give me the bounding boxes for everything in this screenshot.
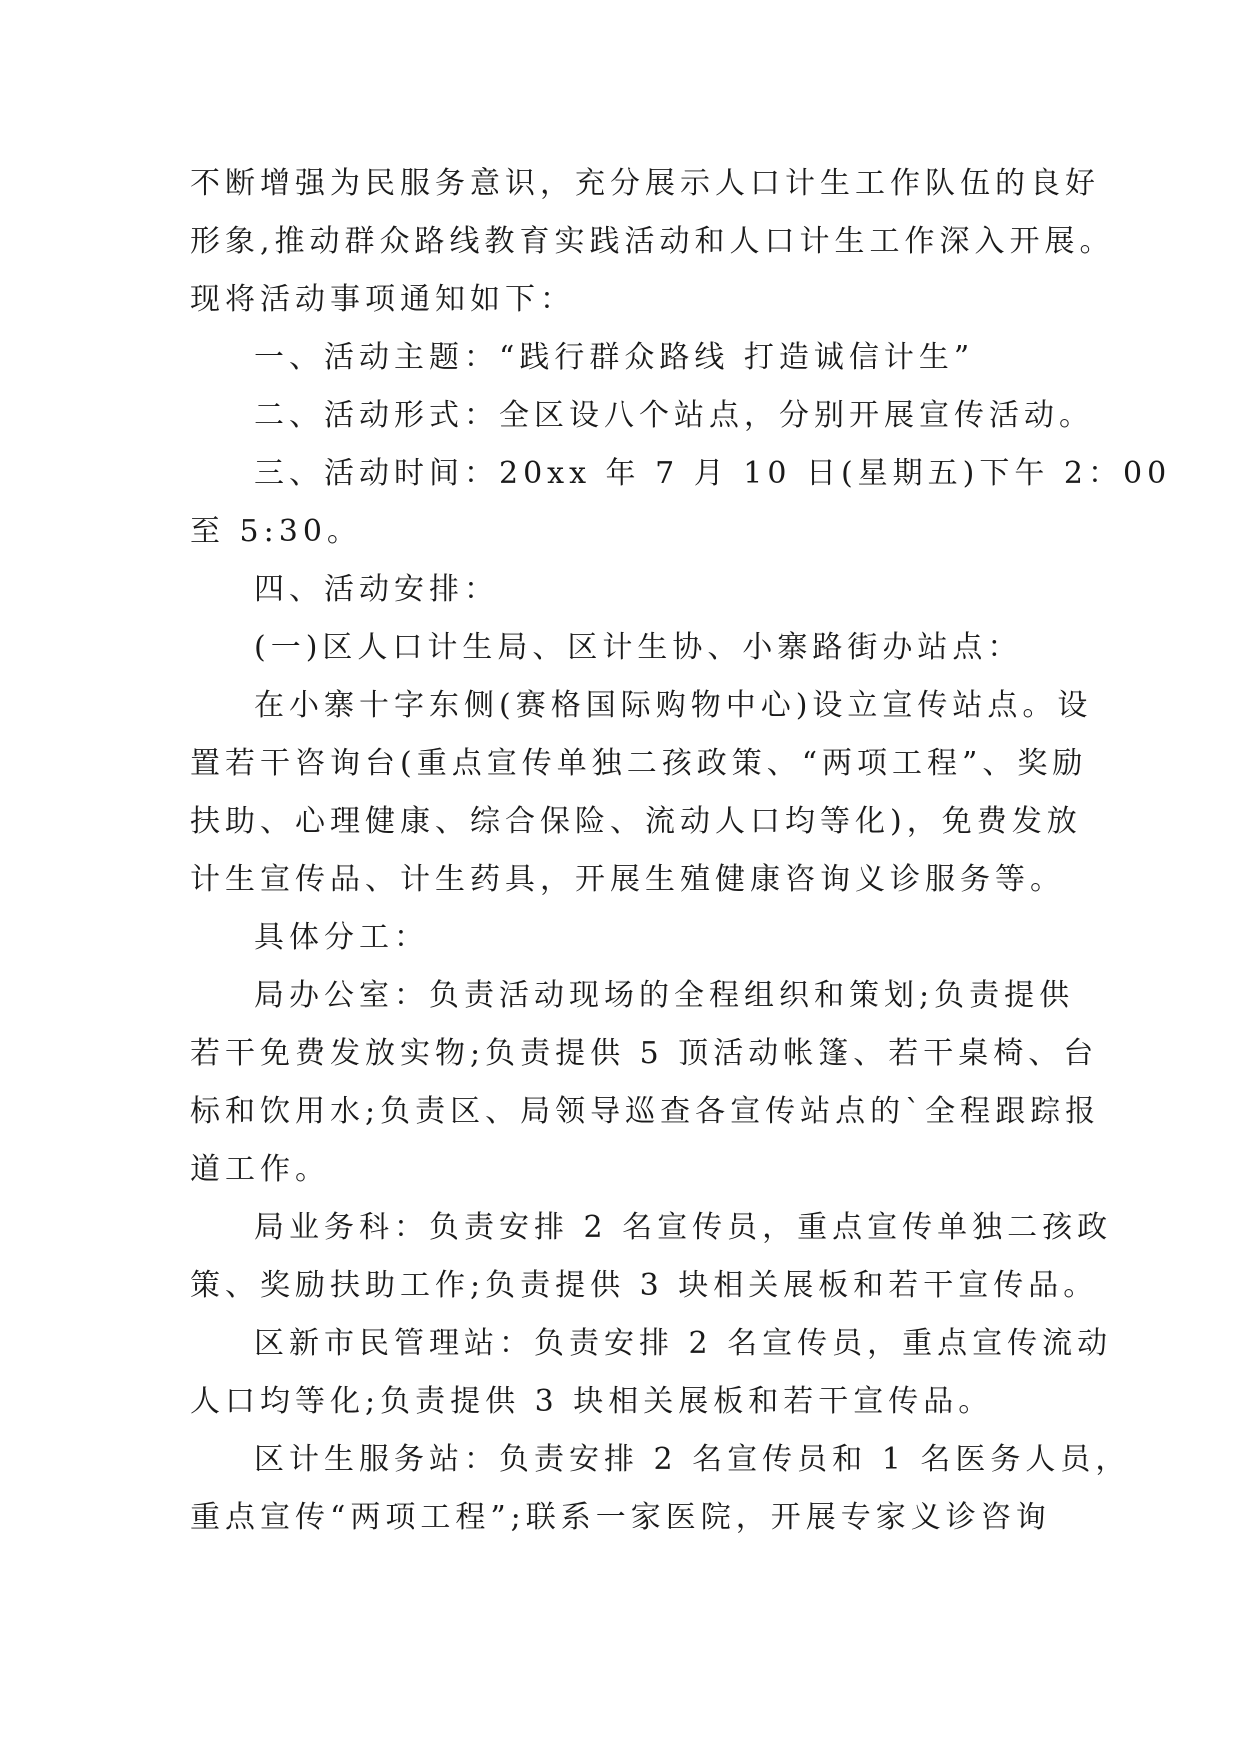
- paragraph-line: 计生宣传品、计生药具，开展生殖健康咨询义诊服务等。: [190, 862, 1065, 897]
- paragraph-line: 至 5:30。: [190, 514, 362, 549]
- paragraph-line: 现将活动事项通知如下：: [190, 282, 575, 317]
- paragraph-line: 置若干咨询台(重点宣传单独二孩政策、“两项工程”、奖励: [190, 746, 1088, 781]
- section-heading-theme: 一、活动主题：“践行群众路线 打造诚信计生”: [254, 340, 975, 375]
- section-heading-form: 二、活动形式：全区设八个站点，分别开展宣传活动。: [254, 398, 1094, 433]
- paragraph-line: 重点宣传“两项工程”;联系一家医院，开展专家义诊咨询: [190, 1500, 1051, 1535]
- paragraph-line: 扶助、心理健康、综合保险、流动人口均等化)，免费发放: [190, 804, 1082, 839]
- document-body: [190, 155, 1172, 1547]
- paragraph-line: 区计生服务站：负责安排 2 名宣传员和 1 名医务人员，: [254, 1442, 1131, 1477]
- paragraph-line: 道工作。: [190, 1152, 330, 1187]
- paragraph-line: 形象,推动群众路线教育实践活动和人口计生工作深入开展。: [190, 224, 1115, 259]
- section-heading-time: 三、活动时间：20xx 年 7 月 10 日(星期五)下午 2：00: [254, 456, 1172, 491]
- paragraph-line: 策、奖励扶助工作;负责提供 3 块相关展板和若干宣传品。: [190, 1268, 1099, 1303]
- section-heading-arrangement: 四、活动安排：: [254, 572, 499, 607]
- subsection-heading: (一)区人口计生局、区计生协、小寨路街办站点：: [254, 630, 1023, 665]
- paragraph-line: 人口均等化;负责提供 3 块相关展板和若干宣传品。: [190, 1384, 994, 1419]
- paragraph-line: 不断增强为民服务意识，充分展示人口计生工作队伍的良好: [190, 166, 1100, 201]
- paragraph-line: 区新市民管理站：负责安排 2 名宣传员，重点宣传流动: [254, 1326, 1113, 1361]
- paragraph-line: 在小寨十字东侧(赛格国际购物中心)设立宣传站点。设: [254, 688, 1093, 723]
- paragraph-line: 局办公室：负责活动现场的全程组织和策划;负责提供: [254, 978, 1075, 1013]
- paragraph-line: 标和饮用水;负责区、局领导巡查各宣传站点的`全程跟踪报: [190, 1094, 1101, 1129]
- paragraph-line: 局业务科：负责安排 2 名宣传员，重点宣传单独二孩政: [254, 1210, 1113, 1245]
- paragraph-line: 若干免费发放实物;负责提供 5 顶活动帐篷、若干桌椅、台: [190, 1036, 1099, 1071]
- division-heading: 具体分工：: [254, 920, 429, 955]
